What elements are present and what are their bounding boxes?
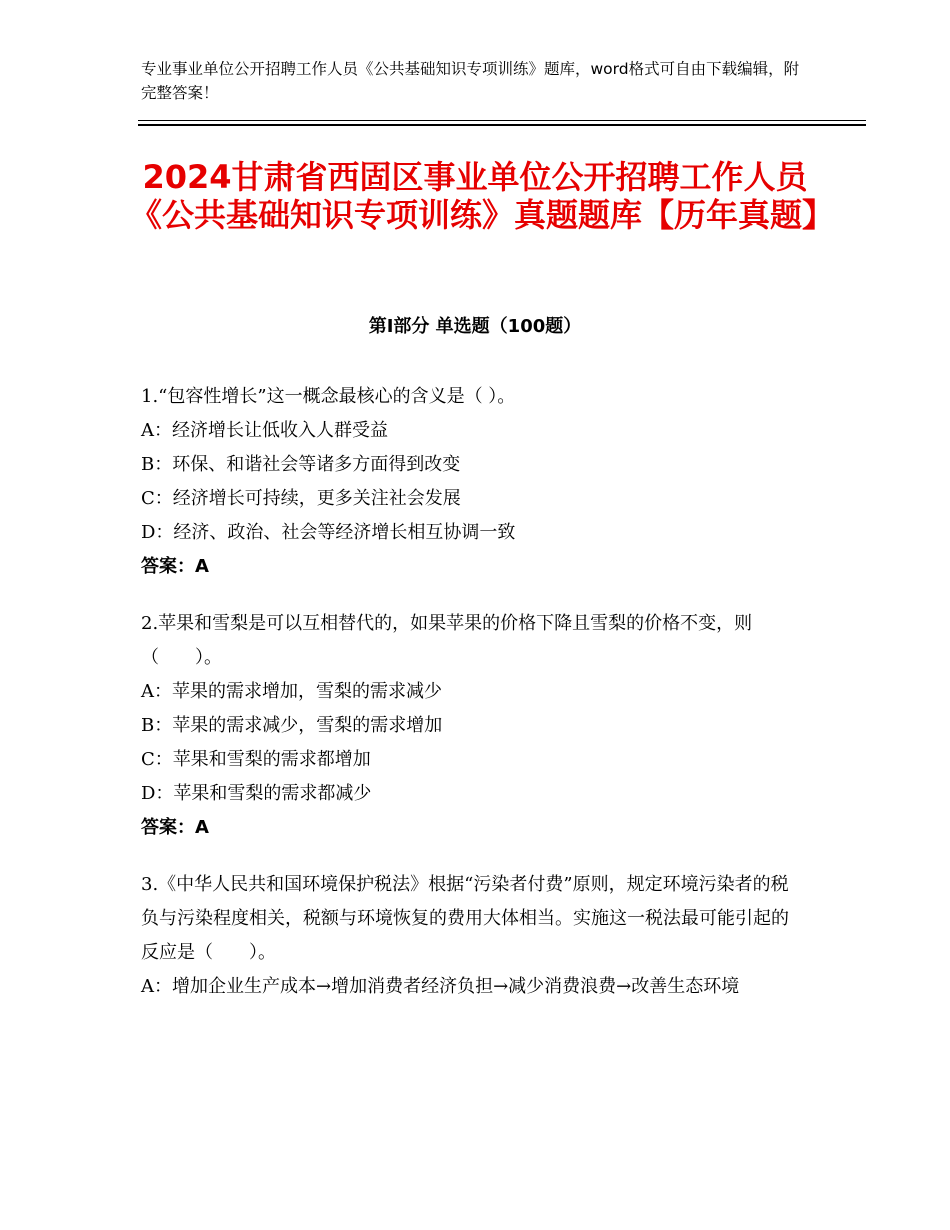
- option-a: A：经济增长让低收入人群受益: [141, 420, 388, 441]
- answer: 答案：A: [141, 817, 209, 838]
- option-b: B：环保、和谐社会等诸多方面得到改变: [141, 454, 461, 475]
- question-stem: 3.《中华人民共和国环境保护税法》根据“污染者付费”原则，规定环境污染者的税负与污染程度相关，税额与环境恢复的费用大体相当。实施这一税法最可能引起的反应是（ ）。: [141, 874, 789, 963]
- option-d: D：苹果和雪梨的需求都减少: [141, 783, 372, 804]
- option-a: A：苹果的需求增加，雪梨的需求减少: [141, 681, 442, 702]
- question-1: [141, 380, 801, 584]
- question-stem: 1.“包容性增长”这一概念最核心的含义是（ ）。: [141, 386, 516, 407]
- document-title: 2024甘肃省西固区事业单位公开招聘工作人员《公共基础知识专项训练》真题题库【历年真题】: [130, 158, 835, 234]
- header-divider: [138, 120, 866, 126]
- option-d: D：经济、政治、社会等经济增长相互协调一致: [141, 522, 516, 543]
- header-note: 专业事业单位公开招聘工作人员《公共基础知识专项训练》题库，word格式可自由下载编辑，附完整答案！: [141, 60, 800, 102]
- option-b: B：苹果的需求减少，雪梨的需求增加: [141, 715, 443, 736]
- question-3: [141, 868, 801, 1004]
- option-c: C：苹果和雪梨的需求都增加: [141, 749, 371, 770]
- answer: 答案：A: [141, 556, 209, 577]
- question-stem: 2.苹果和雪梨是可以互相替代的，如果苹果的价格下降且雪梨的价格不变，则（ ）。: [141, 613, 753, 668]
- question-2: [141, 607, 801, 845]
- option-c: C：经济增长可持续，更多关注社会发展: [141, 488, 461, 509]
- question-list: [141, 380, 801, 1027]
- option-a: A：增加企业生产成本→增加消费者经济负担→减少消费浪费→改善生态环境: [141, 976, 740, 997]
- section-title: 第Ⅰ部分 单选题（100题）: [368, 316, 582, 337]
